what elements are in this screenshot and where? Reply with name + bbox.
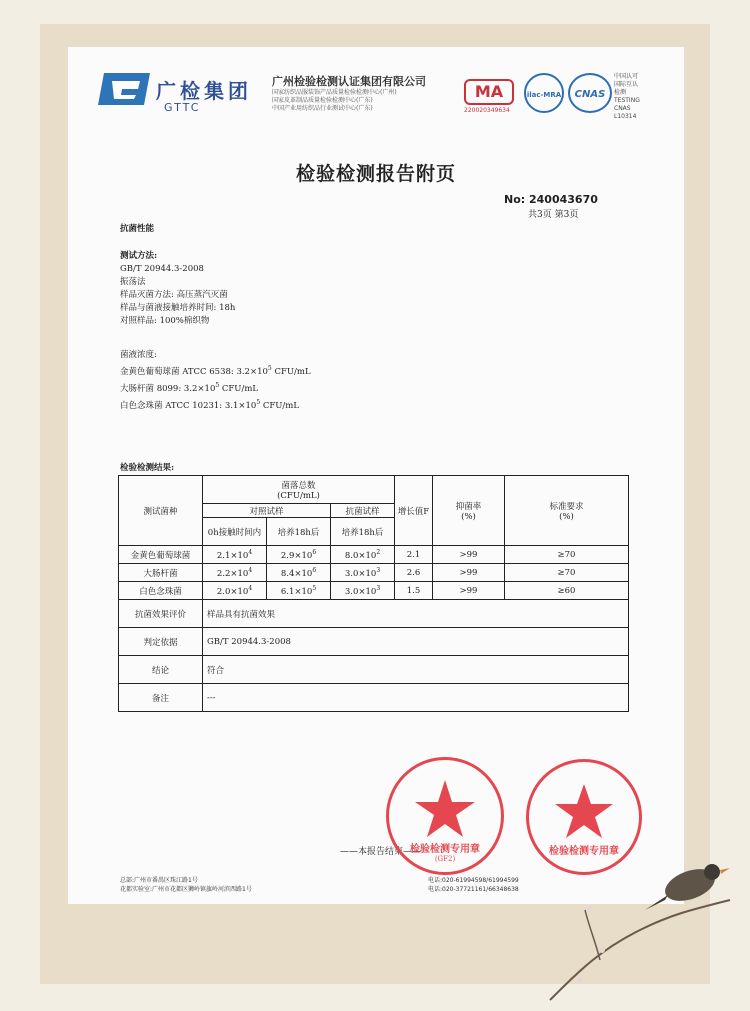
cell-a18: $3.0\times 10^3$ [331,564,395,582]
method-label: 测试方法: [120,251,158,261]
cell-requirement: ≥70 [505,564,629,582]
report-paper [68,47,684,904]
seal-sub-text: (GF2) [434,855,456,863]
header-after18-antibacterial: 培养18h后 [331,518,395,546]
concentration-section [120,349,311,412]
footer-address [120,876,252,894]
logo-english: GTTC [164,101,201,114]
evaluation-label: 抗菌效果评价 [119,600,203,628]
cell-strain: 白色念珠菌 [119,582,203,600]
conclusion-value: 符合 [203,656,629,684]
end-of-report: ——本报告结束—— [340,847,422,857]
evaluation-value: 样品具有抗菌效果 [203,600,629,628]
cell-requirement: ≥60 [505,582,629,600]
organization-line: 国家纺织品服装饰产品质量检验检测中心(广州) [272,89,397,96]
header-rate [433,476,505,546]
header-standard [505,476,629,546]
cell-rate: >99 [433,564,505,582]
remark-value: --- [203,684,629,712]
cma-mark-icon: MA [464,79,514,105]
method-standard: GB/T 20944.3-2008 [120,264,204,274]
header-control: 对照试样 [203,504,331,518]
footer-phone-line: 电话:020-61994598/61994599 [428,877,519,884]
concentration-label: 菌液浓度: [120,350,157,360]
cell-a18: $8.0\times 10^2$ [331,546,395,564]
cell-t0: $2.2\times 10^4$ [203,564,267,582]
seal-center-text: 检验检测专用章 [410,844,480,855]
table-row [119,684,629,712]
cnas-text-line: CNAS L10314 [614,105,637,120]
results-table [118,475,629,712]
page-info: 共3页 第3页 [528,210,579,220]
concentration-line: 大肠杆菌 8099: $3.2\times 10^5$ CFU/mL [120,381,259,394]
method-contact-time: 样品与菌液接触培养时间: 18h [120,303,236,313]
cell-strain: 大肠杆菌 [119,564,203,582]
table-row [119,600,629,628]
cnas-text-line: 检测 [614,89,627,96]
table-row [119,582,629,600]
seal-center-text: 检验检测专用章 [549,846,619,857]
concentration-line: 白色念珠菌 ATCC 10231: $3.1\times 10^5$ CFU/mL [120,398,299,411]
organization-block [272,73,426,113]
header-growth: 增长值F [395,476,433,546]
header-colony [203,476,395,504]
basis-value: GB/T 20944.3-2008 [203,628,629,656]
cell-rate: >99 [433,582,505,600]
property-heading: 抗菌性能 [120,224,155,234]
organization-title: 广州检验检测认证集团有限公司 [272,75,426,88]
cnas-text-line: TESTING [614,97,640,104]
cell-a18: $3.0\times 10^3$ [331,582,395,600]
gttc-logo-icon [96,69,152,113]
conclusion-label: 结论 [119,656,203,684]
footer-address-line: 总部:广州市番禺区珠江路1号 [120,877,198,884]
cell-t0: $2.1\times 10^4$ [203,546,267,564]
report-number: No: 240043670 [504,193,598,206]
seal-stamp [386,757,504,875]
table-row [119,546,629,564]
footer-contact [428,876,519,894]
cell-strain: 金黄色葡萄球菌 [119,546,203,564]
cell-c18: $2.9\times 10^6$ [267,546,331,564]
organization-line: 中国产业用纺织品行业测试中心(广东) [272,105,373,112]
cell-c18: $6.1\times 10^5$ [267,582,331,600]
cell-growth: 1.5 [395,582,433,600]
cnas-icon: CNAS [568,73,612,113]
footer-fax-line: 电话:020-37721161/66348638 [428,886,519,893]
header-standard-unit: (%) [559,511,574,522]
header-standard-label: 标准要求 [549,501,584,512]
method-name: 振荡法 [120,277,146,287]
table-row [119,628,629,656]
header-antibacterial: 抗菌试样 [331,504,395,518]
basis-label: 判定依据 [119,628,203,656]
organization-line: 国家皮革制品质量检验检测中心(广东) [272,97,373,104]
results-label: 检验检测结果: [120,463,175,473]
header-rate-unit: (%) [461,511,476,522]
table-row [119,656,629,684]
document-title: 检验检测报告附页 [295,163,456,185]
header-after18-control: 培养18h后 [267,518,331,546]
logo-chinese: 广检集团 [156,79,252,103]
cell-growth: 2.1 [395,546,433,564]
method-section [120,250,235,328]
cnas-text-line: 国际互认 [614,81,639,88]
cell-c18: $8.4\times 10^6$ [267,564,331,582]
footer-lab-line: 花都实验室:广州市花都区狮岭镇旗岭河滨西路1号 [120,886,252,893]
cnas-text [614,73,640,121]
table-row [119,564,629,582]
cma-number: 220020349634 [464,107,510,114]
header-time0: 0h接触时间内 [203,518,267,546]
bird-branch-decoration-icon [540,840,740,1010]
header-colony-label: 菌落总数 [281,480,316,491]
header-rate-label: 抑菌率 [455,501,482,512]
cell-t0: $2.0\times 10^4$ [203,582,267,600]
concentration-line: 金黄色葡萄球菌 ATCC 6538: $3.2\times 10^5$ CFU/mL [120,365,311,377]
header-colony-unit: (CFU/mL) [277,490,320,501]
cell-rate: >99 [433,546,505,564]
cnas-text-line: 中国认可 [614,73,639,80]
cell-growth: 2.6 [395,564,433,582]
cell-requirement: ≥70 [505,546,629,564]
header-strain: 测试菌种 [119,476,203,546]
method-control: 对照样品: 100%棉织物 [120,316,210,326]
ilac-mra-icon: ilac-MRA [524,73,564,113]
remark-label: 备注 [119,684,203,712]
method-sterilization: 样品灭菌方法: 高压蒸汽灭菌 [120,290,228,300]
